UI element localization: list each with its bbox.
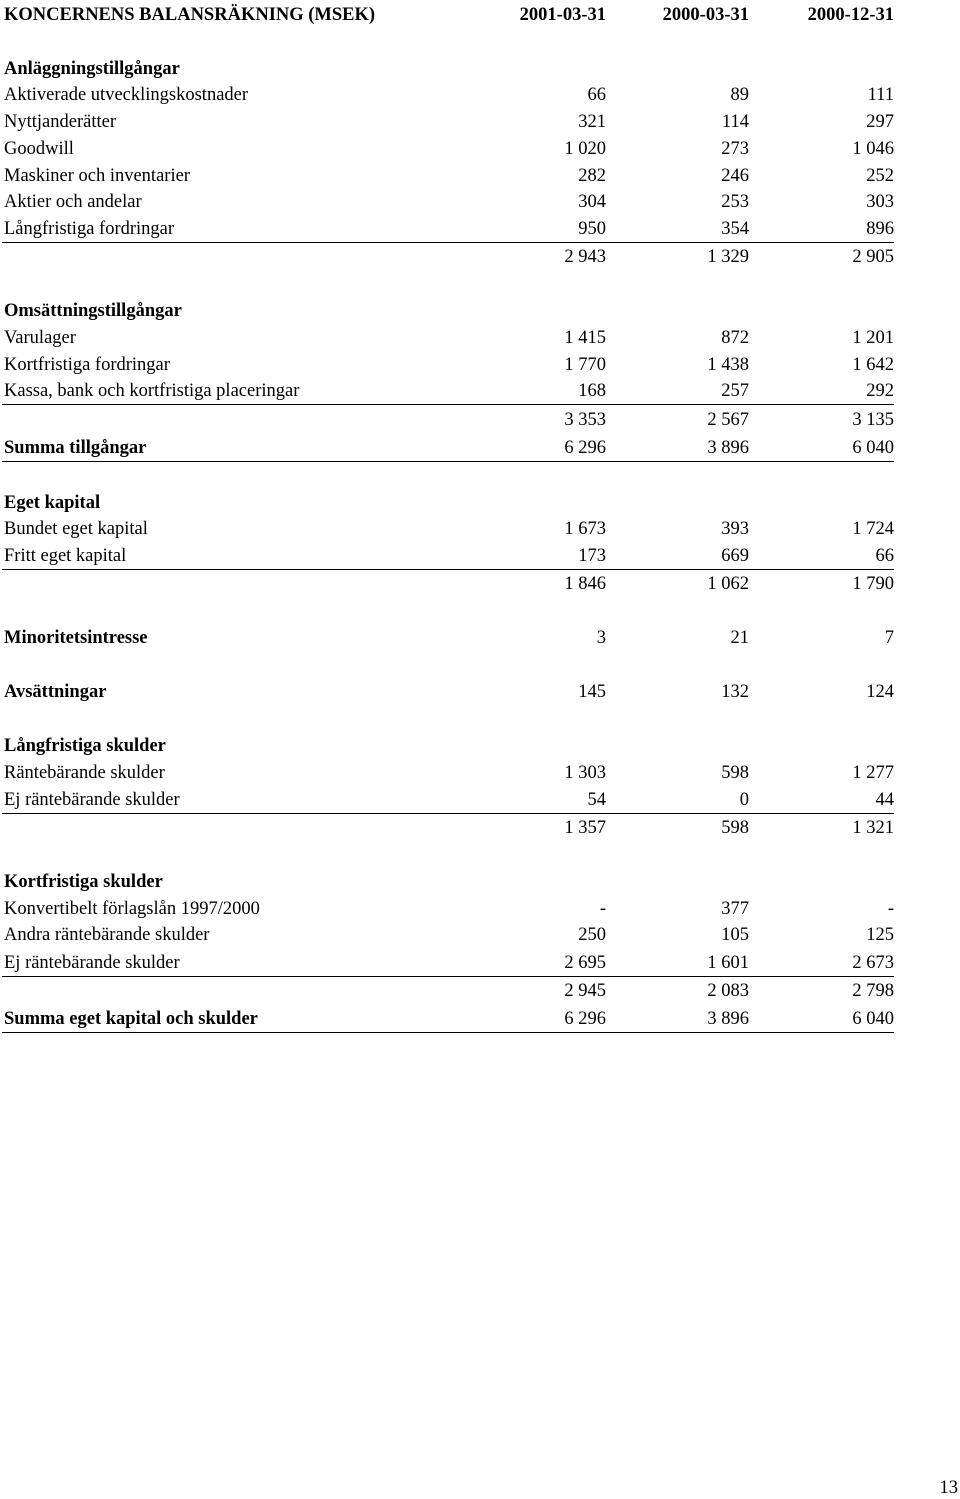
cell-value: 872 — [721, 328, 749, 348]
cell-value: 2 695 — [564, 953, 606, 973]
cell-value: 1 673 — [564, 519, 606, 539]
cell-value: 66 — [587, 85, 606, 105]
table-row — [0, 137, 960, 161]
cell-value: 292 — [866, 381, 894, 401]
table-row — [0, 680, 960, 704]
cell-value: 2 673 — [852, 953, 894, 973]
cell-value: 89 — [730, 85, 749, 105]
cell-value: 6 040 — [852, 1009, 894, 1029]
cell-value: 273 — [721, 139, 749, 159]
cell-value: 598 — [721, 818, 749, 838]
cell-value: 252 — [866, 166, 894, 186]
cell-value: 1 724 — [852, 519, 894, 539]
subtotal-row — [0, 245, 960, 269]
cell-value: 3 896 — [707, 1009, 749, 1029]
cell-value: 2 798 — [852, 981, 894, 1001]
table-row — [0, 544, 960, 568]
cell-value: 145 — [578, 682, 606, 702]
section-heading — [0, 57, 960, 81]
cell-value: 2 567 — [707, 410, 749, 430]
cell-value: 2 083 — [707, 981, 749, 1001]
cell-value: 168 — [578, 381, 606, 401]
cell-value: 114 — [721, 112, 749, 132]
rule-line — [2, 404, 894, 405]
cell-value: 21 — [730, 628, 749, 648]
cell-value: 257 — [721, 381, 749, 401]
table-row — [0, 517, 960, 541]
cell-value: 132 — [721, 682, 749, 702]
row-label: Goodwill — [4, 139, 74, 159]
cell-value: 1 438 — [707, 355, 749, 375]
cell-value: 6 296 — [564, 1009, 606, 1029]
row-label: Konvertibelt förlagslån 1997/2000 — [4, 899, 260, 919]
table-row — [0, 353, 960, 377]
cell-value: 669 — [721, 546, 749, 566]
cell-value: 111 — [867, 85, 894, 105]
cell-value: 896 — [866, 219, 894, 239]
table-row — [0, 326, 960, 350]
cell-value: 2 945 — [564, 981, 606, 1001]
cell-value: 1 020 — [564, 139, 606, 159]
cell-value: 1 201 — [852, 328, 894, 348]
table-row — [0, 110, 960, 134]
cell-value: - — [599, 899, 606, 919]
table-row — [0, 83, 960, 107]
row-label: Räntebärande skulder — [4, 763, 165, 783]
row-label: Anläggningstillgångar — [4, 59, 180, 79]
rule-line — [2, 813, 894, 814]
cell-value: 1 046 — [852, 139, 894, 159]
table-row — [0, 951, 960, 975]
cell-value: 1 062 — [707, 574, 749, 594]
row-label: Långfristiga skulder — [4, 736, 166, 756]
cell-value: 950 — [578, 219, 606, 239]
cell-value: 173 — [578, 546, 606, 566]
cell-value: 6 296 — [564, 438, 606, 458]
cell-value: 2 943 — [564, 247, 606, 267]
table-row — [0, 923, 960, 947]
cell-value: 1 846 — [564, 574, 606, 594]
rule-line — [2, 569, 894, 570]
table-row — [0, 788, 960, 812]
section-heading — [0, 299, 960, 323]
row-label: Eget kapital — [4, 493, 101, 513]
row-label: Nyttjanderätter — [4, 112, 116, 132]
table-row — [0, 379, 960, 403]
row-label: Bundet eget kapital — [4, 519, 148, 539]
row-label: Summa eget kapital och skulder — [4, 1009, 258, 1029]
cell-value: 2 905 — [852, 247, 894, 267]
cell-value: 1 415 — [564, 328, 606, 348]
cell-value: 44 — [875, 790, 894, 810]
cell-value: 354 — [721, 219, 749, 239]
row-label: Maskiner och inventarier — [4, 166, 190, 186]
table-row — [0, 436, 960, 460]
cell-value: 297 — [866, 112, 894, 132]
table-row — [0, 164, 960, 188]
cell-value: 1 790 — [852, 574, 894, 594]
row-label: Kortfristiga skulder — [4, 872, 163, 892]
cell-value: 3 896 — [707, 438, 749, 458]
cell-value: 1 303 — [564, 763, 606, 783]
cell-value: 304 — [578, 192, 606, 212]
cell-value: - — [887, 899, 894, 919]
section-heading — [0, 870, 960, 894]
subtotal-row — [0, 572, 960, 596]
cell-value: 1 329 — [707, 247, 749, 267]
rule-line — [2, 1032, 894, 1033]
cell-value: 1 770 — [564, 355, 606, 375]
cell-value: 66 — [875, 546, 894, 566]
row-label: Andra räntebärande skulder — [4, 925, 210, 945]
rule-line — [2, 461, 894, 462]
subtotal-row — [0, 816, 960, 840]
cell-value: 282 — [578, 166, 606, 186]
row-label: Varulager — [4, 328, 76, 348]
cell-value: 246 — [721, 166, 749, 186]
cell-value: 377 — [721, 899, 749, 919]
table-row — [0, 761, 960, 785]
page-number: 13 — [939, 1478, 958, 1498]
table-header — [0, 3, 960, 27]
row-label: Fritt eget kapital — [4, 546, 127, 566]
table-row — [0, 626, 960, 650]
row-label: Aktier och andelar — [4, 192, 142, 212]
row-label: Minoritetsintresse — [4, 628, 148, 648]
subtotal-row — [0, 408, 960, 432]
cell-value: 598 — [721, 763, 749, 783]
cell-value: 321 — [578, 112, 606, 132]
row-label: Aktiverade utvecklingskostnader — [4, 85, 249, 105]
cell-value: 54 — [587, 790, 606, 810]
cell-value: 303 — [866, 192, 894, 212]
cell-value: 105 — [721, 925, 749, 945]
cell-value: 250 — [578, 925, 606, 945]
cell-value: 125 — [866, 925, 894, 945]
section-heading — [0, 491, 960, 515]
row-label: Kortfristiga fordringar — [4, 355, 170, 375]
cell-value: 3 — [596, 628, 606, 648]
cell-value: 124 — [866, 682, 894, 702]
cell-value: 1 601 — [707, 953, 749, 973]
cell-value: 1 642 — [852, 355, 894, 375]
table-row — [0, 190, 960, 214]
cell-value: 3 353 — [564, 410, 606, 430]
table-row — [0, 1007, 960, 1031]
table-title: KONCERNENS BALANSRÄKNING (MSEK) — [4, 5, 376, 25]
row-label: Summa tillgångar — [4, 438, 147, 458]
rule-line — [2, 242, 894, 243]
cell-value: 1 357 — [564, 818, 606, 838]
row-label: Ej räntebärande skulder — [4, 953, 180, 973]
cell-value: 7 — [884, 628, 894, 648]
table-row — [0, 217, 960, 241]
cell-value: 1 277 — [852, 763, 894, 783]
row-label: Ej räntebärande skulder — [4, 790, 180, 810]
subtotal-row — [0, 979, 960, 1003]
row-label: Kassa, bank och kortfristiga placeringar — [4, 381, 300, 401]
cell-value: 3 135 — [852, 410, 894, 430]
row-label: Långfristiga fordringar — [4, 219, 175, 239]
table-row — [0, 897, 960, 921]
column-header: 2000-12-31 — [807, 5, 894, 25]
rule-line — [2, 976, 894, 977]
row-label: Omsättningstillgångar — [4, 301, 182, 321]
cell-value: 393 — [721, 519, 749, 539]
column-header: 2000-03-31 — [662, 5, 749, 25]
row-label: Avsättningar — [4, 682, 107, 702]
cell-value: 6 040 — [852, 438, 894, 458]
column-header: 2001-03-31 — [519, 5, 606, 25]
section-heading — [0, 734, 960, 758]
cell-value: 0 — [739, 790, 749, 810]
cell-value: 253 — [721, 192, 749, 212]
cell-value: 1 321 — [852, 818, 894, 838]
